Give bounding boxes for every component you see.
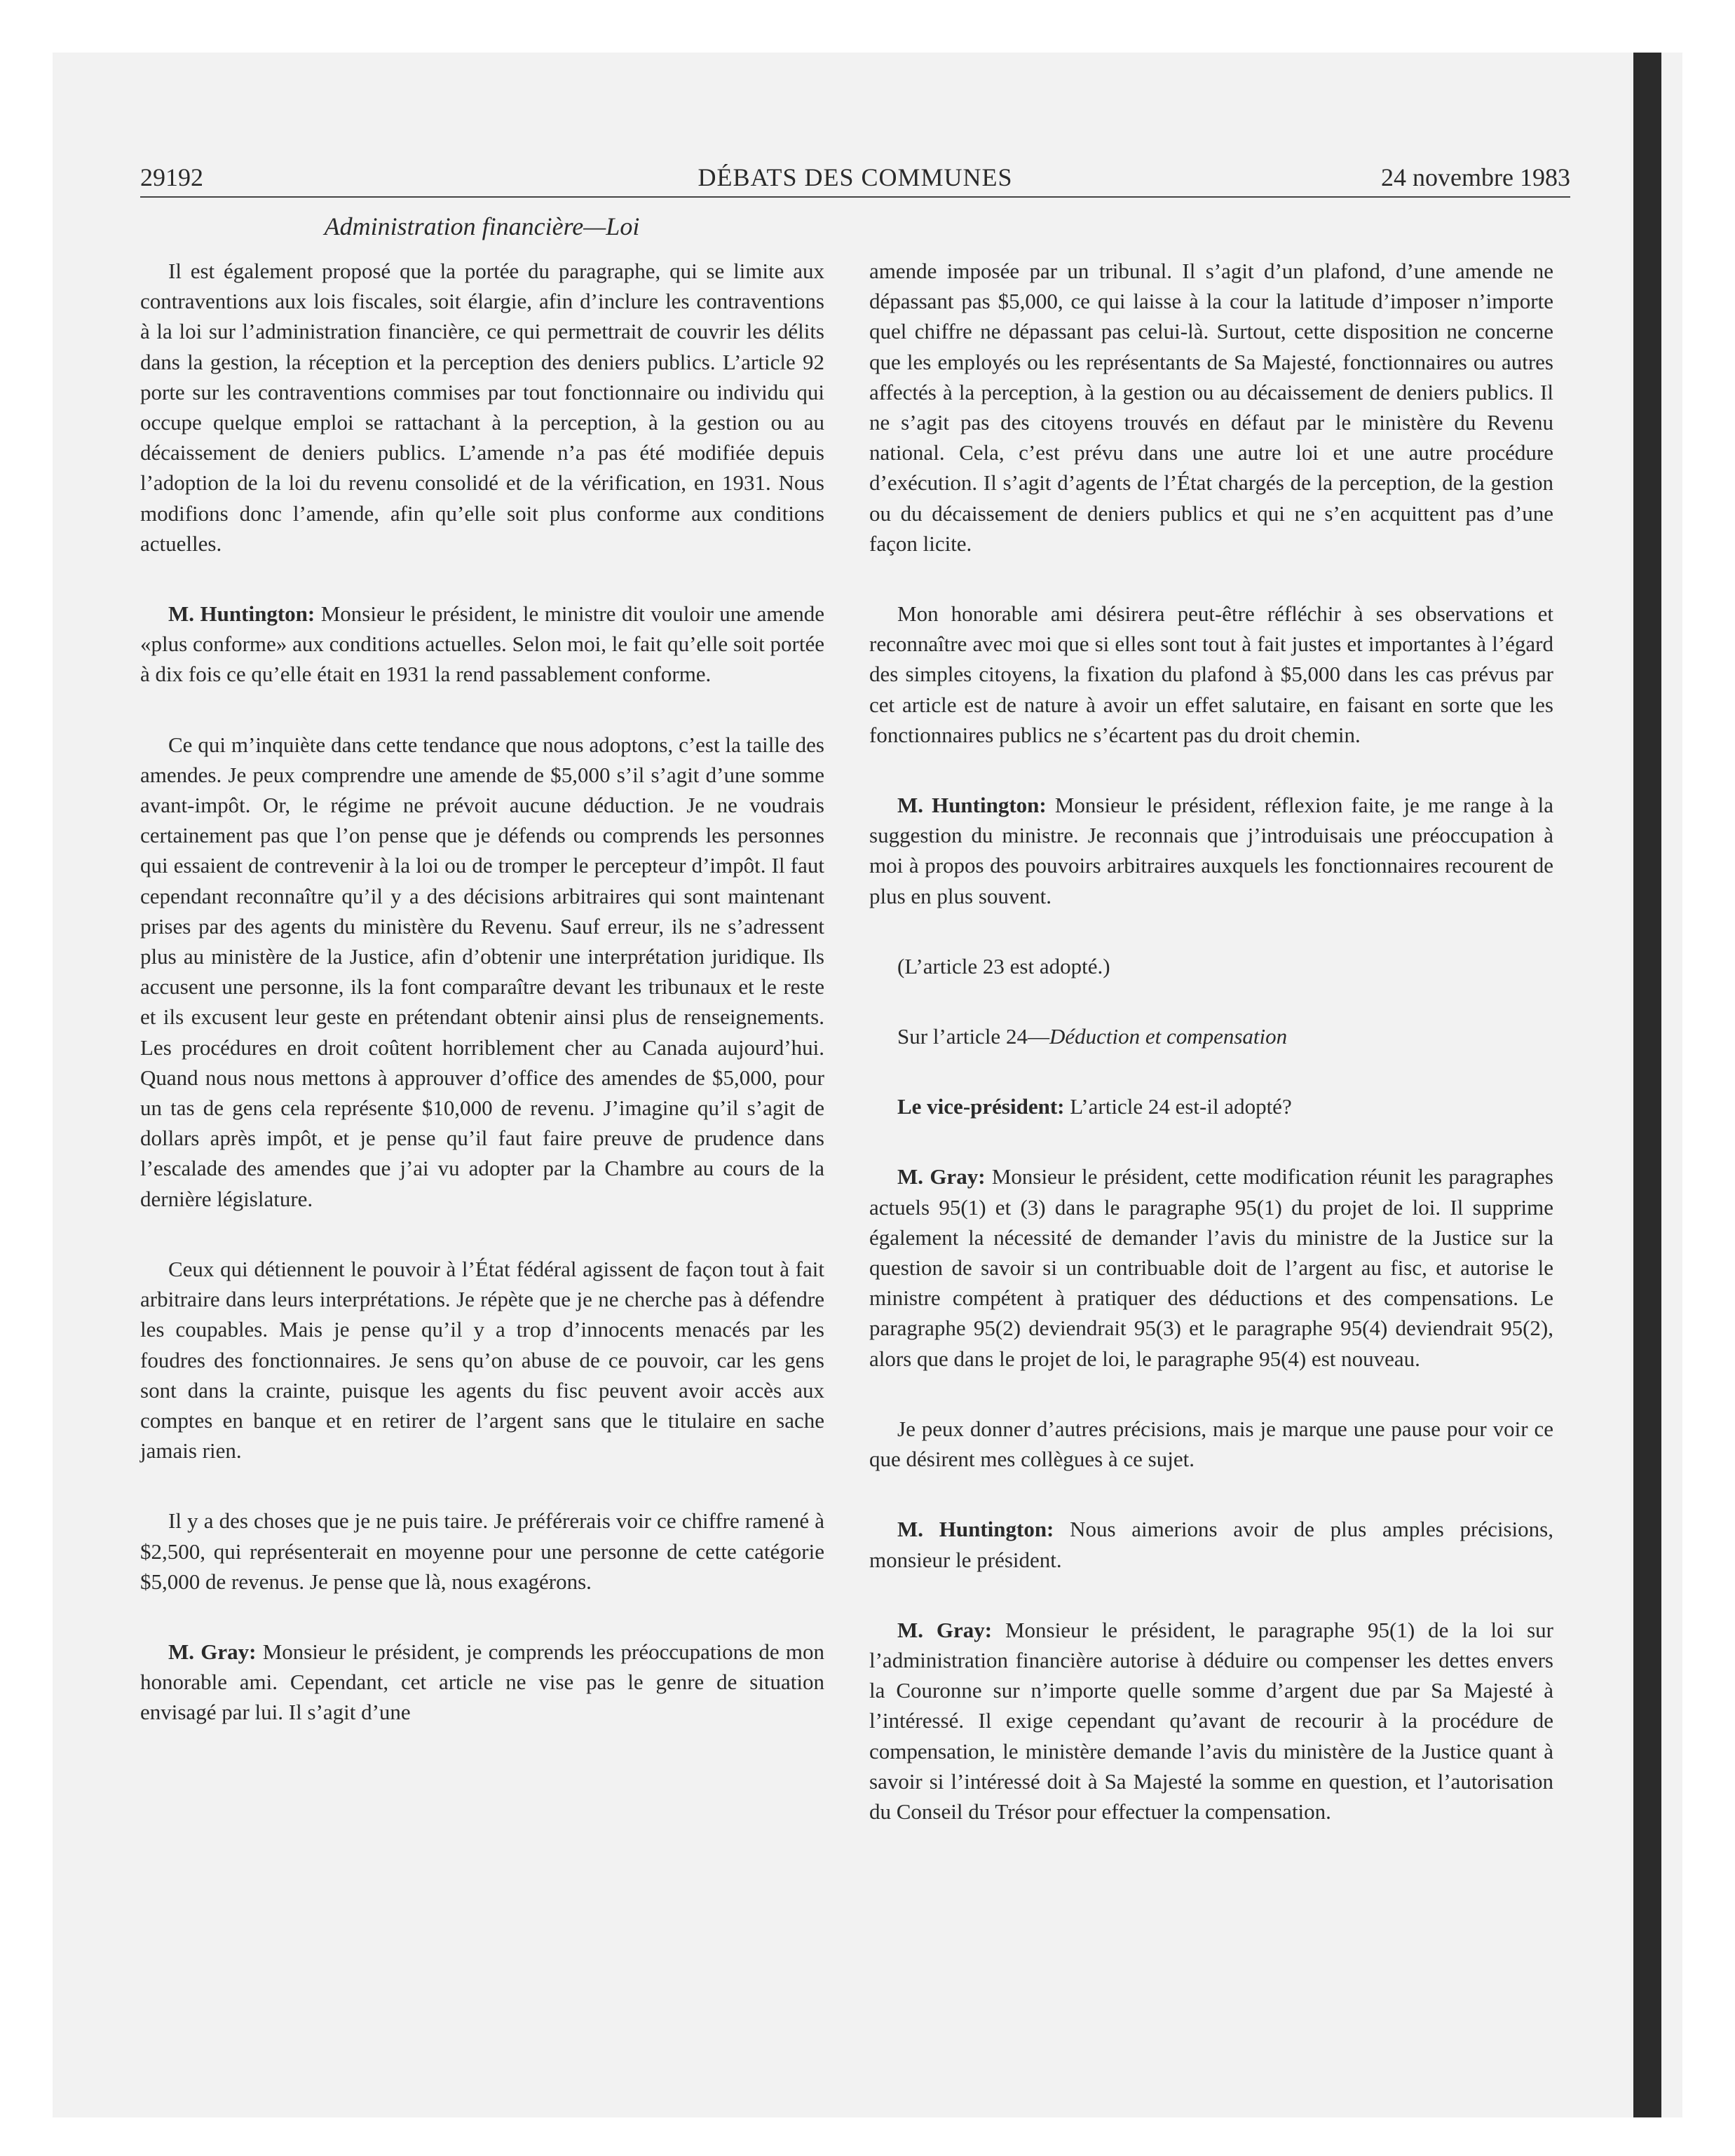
issue-date: 24 novembre 1983 <box>1381 163 1570 191</box>
speech-text: Monsieur le président, le ministre dit vouloir une amende «plus conforme» aux conditions actuelles. Selon moi, le fait qu’elle soit portée à dix fois ce qu’elle était en 1931 la rend passablement conforme. <box>140 601 824 687</box>
clause-heading <box>869 1021 1553 1051</box>
paragraph: Il est également proposé que la portée du paragraphe, qui se limite aux contraventions aux lois fiscales, soit élargie, afin d’inclure les contraventions à la loi sur l’administration financière, ce qui permettrait de couvrir les délits dans la gestion, la réception et la perception des deniers publics. L’article 92 porte sur les contraventions commises par tout fonctionnaire ou individu qui occupe quelque emploi se rattachant à la perception, à la gestion ou au décaissement de deniers publics. L’amende n’a pas été modifiée depuis l’adoption de la loi du revenu consolidé et de la vérification, en 1931. Nous modifions donc l’amende, afin qu’elle soit plus conforme aux conditions actuelles. <box>140 259 824 556</box>
speech-text: Monsieur le président, cette modification réunit les paragraphes actuels 95(1) et (3) dans le paragraphe 95(1) du projet de loi. Il supprime également la nécessité de demander l’avis du ministre de la Justice sur la question de savoir si un contribuable doit de l’argent au fisc, et autorise le ministre compétent à pratiquer des déductions et des compensations. Le paragraphe 95(2) deviendrait 95(3) et le paragraphe 95(4) deviendrait 95(2), alors que dans le projet de loi, le paragraphe 95(4) est nouveau. <box>869 1164 1553 1371</box>
procedural-note: (L’article 23 est adopté.) <box>897 953 1110 978</box>
journal-title: DÉBATS DES COMMUNES <box>698 163 1013 191</box>
paragraph: Il y a des choses que je ne puis taire. Je préférerais voir ce chiffre ramené à $2,500, qui représenterait en moyenne pour une personne de cette catégorie $5,000 de revenus. Je pense que là, nous exagérons. <box>140 1508 824 1594</box>
clause-prefix: Sur l’article 24— <box>897 1024 1049 1049</box>
paragraph-continued: amende imposée par un tribunal. Il s’agit d’un plafond, d’une amende ne dépassant pas $5,000, ce qui laisse à la cour la latitude d’imposer n’importe quel chiffre ne dépassant pas celui-là. Surtout, cette disposition ne concerne que les employés ou les représentants de Sa Majesté, fonctionnaires ou autres affectés à la perception, à la gestion ou au décaissement de deniers publics. Il ne s’agit pas des citoyens trouvés en défaut par le ministère du Revenu national. Cela, c’est prévu dans une autre loi et une autre procédure d’exécution. Il s’agit d’agents de l’État chargés de la perception, de la gestion ou du décaissement de deniers publics et qui ne s’en acquittent pas d’une façon licite. <box>869 259 1553 556</box>
paragraph <box>869 1514 1553 1574</box>
speech-text: Nous aimerions avoir de plus amples précisions, monsieur le président. <box>869 1517 1553 1572</box>
speech-text: L’article 24 est-il adopté? <box>1064 1094 1292 1119</box>
speech-text: Monsieur le président, réflexion faite, je me range à la suggestion du ministre. Je reconnais que j’introduisais une préoccupation à moi à propos des pouvoirs arbitraires auxquels les fonctionnaires recourent de plus en plus souvent. <box>869 793 1553 908</box>
paragraph: Je peux donner d’autres précisions, mais je marque une pause pour voir ce que désirent mes collègues à ce sujet. <box>869 1416 1553 1472</box>
speech-text: Monsieur le président, je comprends les préoccupations de mon honorable ami. Cependant, cet article ne vise pas le genre de situation envisagé par lui. Il s’agit d’une <box>140 1639 824 1725</box>
speaker-name: M. Gray: <box>897 1164 986 1189</box>
left-column <box>140 256 824 1728</box>
page-header <box>140 160 1570 195</box>
paragraph: Ce qui m’inquiète dans cette tendance que nous adoptons, c’est la taille des amendes. Je peux comprendre une amende de $5,000 s’il s’agit d’une somme avant-impôt. Or, le régime ne prévoit aucune déduction. Je ne voudrais certainement pas que l’on pense que je défends ou comprends les personnes qui essaient de contrevenir à la loi ou de tromper le percepteur d’impôt. Il faut cependant reconnaître qu’il y a des décisions arbitraires qui sont maintenant prises par des agents du ministère du Revenu. Sauf erreur, ils ne s’adressent plus au ministère de la Justice, afin d’obtenir une interprétation juridique. Ils accusent une personne, ils la font comparaître devant les tribunaux et le reste et ils excusent leur geste en prétendant obtenir ainsi plus de renseignements. Les procédures en droit coûtent horriblement cher au Canada aujourd’hui. Quand nous nous mettons à approuver d’office des amendes de $5,000, pour un tas de gens cela représente $10,000 de revenu. J’imagine qu’il s’agit de dollars après impôt, et je pense qu’il faut faire preuve de prudence dans l’escalade des amendes que j’ai vu adopter par la Chambre au cours de la dernière législature. <box>140 732 824 1211</box>
paragraph: Mon honorable ami désirera peut-être réfléchir à ses observations et reconnaître avec moi que si elles sont tout à fait justes et importantes à l’égard des simples citoyens, la fixation du plafond à $5,000 dans les cas prévus par cet article est de nature à avoir un effet salutaire, en faisant en sorte que les fonctionnaires publics ne s’écartent pas du droit chemin. <box>869 601 1553 747</box>
speaker-name: M. Gray: <box>168 1639 257 1664</box>
paragraph: Ceux qui détiennent le pouvoir à l’État fédéral agissent de façon tout à fait arbitraire dans leurs interprétations. Je répète que je ne cherche pas à défendre les coupables. Mais je pense qu’il y a trop d’innocents menacés par les foudres des fonctionnaires. Je sens qu’on abuse de ce pouvoir, car les gens sont dans la crainte, puisque les agents du fisc peuvent avoir accès aux comptes en banque et en retirer de l’argent sans que le titulaire en sache jamais rien. <box>140 1256 824 1464</box>
page-number: 29192 <box>140 163 203 191</box>
speaker-name: M. Huntington: <box>897 1517 1054 1542</box>
right-column <box>869 256 1553 1827</box>
speaker-name: M. Huntington: <box>897 793 1047 818</box>
paragraph <box>869 1615 1553 1827</box>
speech-text: Monsieur le président, le paragraphe 95(1) de la loi sur l’administration financière autorise à déduire ou compenser les dettes envers la Couronne sur n’importe quelle somme d’argent due par Sa Majesté à l’intéressé. Il exige cependant qu’avant de recourir à la procédure de compensation, le ministère demande l’avis du ministère de la Justice quant à savoir si l’intéressé doit à Sa Majesté la somme en question, et l’autorisation du Conseil du Trésor pour effectuer la compensation. <box>869 1617 1553 1824</box>
header-rule <box>140 196 1570 198</box>
paragraph <box>869 790 1553 911</box>
speaker-name: Le vice-président: <box>897 1094 1065 1119</box>
clause-title: Déduction et compensation <box>1049 1024 1288 1049</box>
paragraph <box>140 1637 824 1728</box>
speaker-name: M. Gray: <box>897 1617 993 1642</box>
paragraph <box>140 599 824 690</box>
running-head: Administration financière—Loi <box>324 212 640 240</box>
scan-edge-shadow <box>1633 53 1661 2117</box>
speaker-name: M. Huntington: <box>168 601 315 627</box>
paragraph <box>869 1091 1553 1121</box>
paragraph <box>869 1161 1553 1373</box>
